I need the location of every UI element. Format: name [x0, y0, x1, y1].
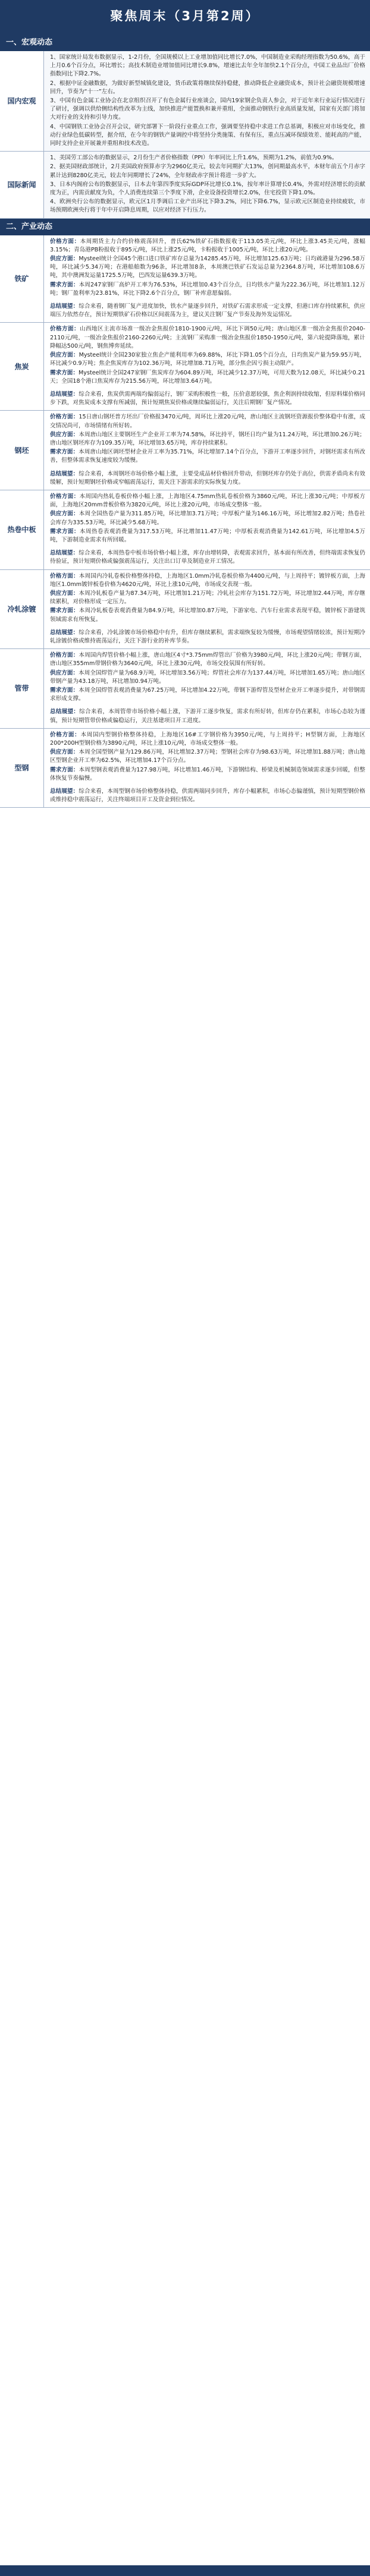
paragraph [50, 669, 365, 686]
paragraph [50, 651, 365, 668]
paragraph-text: 综合来看，随着钢厂复产进度加快，铁水产量逐步回升，对铁矿石需求形成一定支撑，但港口库存持续累积，供应端压力依然存在，预计短期铁矿石价格以区间震荡为主，建议关注钢厂复产节奏及海外发运情况。 [50, 303, 366, 319]
paragraph-lead: 价格方面： [50, 414, 79, 421]
paragraph-text: 本周国内热轧卷板价格小幅上涨，上海地区4.75mm热轧卷板价格为3860元/吨，环比上涨30元/吨；中厚板方面，上海地区20mm普板价格为3820元/吨，环比上涨20元/吨，市场成交整体一般。 [50, 493, 365, 509]
paragraph [50, 572, 365, 589]
paragraph-text: 本周热卷表观消费量为317.53万吨，环比增加11.47万吨；中厚板表观消费量为142.61万吨，环比增加4.5万吨，下游制造业需求有所回暖。 [50, 528, 366, 543]
content-panel [0, 411, 370, 490]
paragraph [50, 788, 365, 804]
paragraph [50, 369, 365, 386]
section-heading: 一、宏观动态 [0, 34, 370, 51]
paragraph-lead: 需求方面： [50, 687, 79, 694]
paragraph-text: 本周全国型钢产量为129.86万吨，环比增加2.37万吨；型钢社会库存为98.63万吨，环比增加1.88万吨；唐山地区型钢企业开工率为62.5%，环比增加4.17个百分点。 [50, 749, 365, 764]
panel-content [44, 323, 370, 410]
paragraph-text: 本周唐山地区调坯型材企业开工率为35.71%，环比增加7.14个百分点，下游开工率逐步回升，对钢坯需求有所改善，但整体需求恢复速度较为缓慢。 [50, 449, 365, 464]
content-panel [0, 152, 370, 218]
panel-label: 管带 [0, 649, 44, 728]
paragraph-lead: 总结展望： [50, 470, 79, 477]
paragraph-text: 本周国内焊管价格小幅上涨，唐山地区4寸*3.75mm焊管出厂价格为3980元/吨，环比上涨20元/吨；带钢方面，唐山地区355mm带钢价格为3640元/吨，环比上涨30元/吨，市场交投氛围有所好转。 [50, 652, 366, 667]
paragraph-lead: 供应方面： [50, 511, 79, 518]
paragraph-text: 本周247家钢厂高炉开工率为76.53%，环比增加0.43个百分点，日均铁水产量为222.36万吨，环比增加1.12万吨；钢厂盈利率为23.81%，环比下降2.6个百分点，钢厂补库意愿偏弱。 [50, 281, 365, 297]
paragraph-text: 综合来看，冷轧涂镀市场价格稳中有升，但库存继续累积，需求端恢复较为缓慢，市场观望情绪较浓，预计短期冷轧涂镀价格或维持震荡运行，关注下游行业的补库节奏。 [50, 629, 366, 644]
paragraph-text: Mysteel统计全国230家独立焦企产能利用率为69.88%，环比下降1.05个百分点，日均焦炭产量为59.95万吨，环比减少0.9万吨；焦企焦炭库存为102.36万吨，环比增加8.71万吨，部分焦企因亏损主动限产。 [50, 352, 365, 367]
paragraph [50, 431, 365, 448]
paragraph [50, 510, 365, 527]
paragraph [50, 549, 365, 566]
panel-label: 型钢 [0, 729, 44, 808]
paragraph-lead: 价格方面： [50, 652, 79, 659]
paragraph-text: 综合来看，焦炭供需两端均偏弱运行，钢厂采购积极性一般，压价意愿较强，焦企利润持续收缩，但原料煤价格同步下跌，对焦炭成本支撑有所减弱，预计短期焦炭价格或继续偏弱运行，关注后期钢厂复产情况。 [50, 391, 366, 407]
paragraph [50, 731, 365, 748]
paragraph-text: 综合来看，本周型钢市场价格整体持稳，供需两端同步回升，库存小幅累积，市场心态偏谨慎，预计短期型钢价格或维持稳中震荡运行，关注终端项目开工及资金到位情况。 [50, 788, 366, 804]
paragraph: 4、欧洲央行公布的数据显示，欧元区1月季调后工业产出环比下降3.2%，同比下降6.7%，显示欧元区制造业持续疲软，市场预期欧洲央行将于年中开启降息周期，以应对经济下行压力。 [50, 199, 365, 214]
paragraph: 3、中国有色金属工业协会在北京组织召开了有色金属行业座谈会，国内19家钢企负责人参会，对于近年来行业运行情况进行了研讨，强调以供给侧结构性改革为主线，加快推进产能置换和兼并重组，全面推动钢铁行业高质量发展，国家有关部门将加大对行业的支持和引导力度。 [50, 97, 365, 121]
paragraph-text: 综合来看，本周管带市场价格小幅上涨，下游开工逐步恢复，需求有所好转，但库存仍在累积，市场心态较为谨慎，预计短期管带价格或偏稳运行，关注基建项目开工进度。 [50, 708, 366, 724]
paragraph-text: 综合来看，本周钢坯市场价格小幅上涨，主要受成品材价格回升带动，但钢坯库存仍处于高位，供需矛盾尚未有效缓解，预计短期钢坯价格或窄幅震荡运行，需关注下游需求的实际恢复力度。 [50, 470, 366, 486]
paragraph [50, 281, 365, 298]
panel-content [44, 729, 370, 808]
paragraph: 2、据美国财政部统计，2月美国政府预算赤字为2960亿美元，较去年同期扩大13%，创同期最高水平，本财年前五个月赤字累计达到8280亿美元，较去年同期增长了24%，全年财政赤字预计将进一步扩大。 [50, 163, 365, 179]
panel-label: 热卷中板 [0, 490, 44, 569]
content-panel [0, 729, 370, 808]
panel-content [44, 570, 370, 649]
paragraph [50, 470, 365, 487]
paragraph [50, 238, 365, 254]
paragraph-text: 本周型钢表观消费量为127.98万吨，环比增加1.46万吨，下游钢结构、桥梁及机械制造领域需求逐步回暖，但整体恢复节奏偏慢。 [50, 766, 365, 782]
paragraph [50, 686, 365, 703]
paragraph [50, 391, 365, 407]
paragraph: 1、美国劳工部公布的数据显示，2月份生产者价格指数（PPI）年率同比上升1.6%，预期为1.2%，前值为0.9%。 [50, 155, 338, 162]
paragraph-lead: 总结展望： [50, 708, 80, 716]
paragraph-lead: 总结展望： [50, 303, 79, 310]
paragraph-lead: 总结展望： [50, 550, 79, 557]
paragraph-text: 15日唐山钢坯普方坯出厂价格报3470元/吨，周环比上涨20元/吨，唐山地区主流钢坯资源报价整体稳中有涨，成交情况尚可，市场情绪有所好转。 [50, 414, 365, 429]
panel-content [44, 51, 370, 151]
paragraph [50, 255, 365, 281]
paragraph [50, 766, 365, 783]
paragraph-lead: 总结展望： [50, 391, 79, 398]
paragraph-text: Mysteel统计全国45个港口进口铁矿库存总量为14285.45万吨，环比增加125.63万吨；日均疏港量为296.58万吨，环比减少5.34万吨；在港船舶数为96条，环比增加8条，本周澳巴铁矿石发运总量为2364.8万吨，环比增加108.6万吨，其中澳洲发运量1725.5万吨，巴西发运量639.3万吨。 [50, 256, 365, 279]
paragraph [50, 708, 365, 725]
paragraph-lead: 需求方面： [50, 766, 79, 773]
page-header [0, 0, 370, 34]
paragraph-text: 本周全国焊管表观消费量为67.25万吨，环比增加4.22万吨，带钢下游焊管及型材企业开工率逐步提升，对带钢需求形成支撑。 [50, 687, 366, 703]
paragraph [50, 493, 365, 509]
paragraph-lead: 供应方面： [50, 431, 79, 438]
paragraph-text: 本周唐山地区主要钢坯生产企业开工率为74.58%，环比持平，钢坯日均产量为11.24万吨，环比增加0.26万吨；唐山地区钢坯库存为109.35万吨，环比增加3.65万吨，库存持续累积。 [50, 431, 366, 446]
paragraph [50, 351, 365, 368]
paragraph: 4、中国钢铁工业协会召开会议，研究部署下一阶段行业重点工作，强调要坚持稳中求进工作总基调，积极应对市场变化，推动行业绿色低碳转型，据介绍，在今年的钢铁产量调控中将坚持分类施策、有保有压，重点压减环保绩效差、能耗高的产能，同时支持企业开展兼并重组和技术改造。 [50, 123, 365, 147]
paragraph-lead: 需求方面： [50, 449, 79, 456]
content-panel [0, 51, 370, 152]
paragraph [50, 590, 365, 606]
paragraph-lead: 供应方面： [50, 352, 79, 359]
paragraph [50, 413, 365, 430]
paragraph-text: 山西地区主流市场准一级冶金焦报价1810-1900元/吨，环比下调50元/吨；唐山地区准一级冶金焦报价2040-2110元/吨，一级冶金焦报价2160-2260元/吨；主流钢厂采购准一级冶金焦报价1850-1950元/吨，第六轮提降落地，累计降幅达500元/吨，钢焦博弈延续。 [50, 326, 365, 349]
paragraph-lead: 价格方面： [50, 326, 80, 333]
section-heading: 二、产业动态 [0, 219, 370, 235]
paragraph-text: 综合来看，本周热卷中板市场价格小幅上涨，库存由增转降，表观需求回升，基本面有所改善，但终端需求恢复仍待验证，预计短期价格或偏强震荡运行，关注出口订单及制造业开工情况。 [50, 550, 366, 565]
paragraph [50, 607, 365, 623]
paragraph-lead: 价格方面： [50, 238, 80, 245]
panel-label: 钢坯 [0, 411, 44, 490]
panel-content [44, 649, 370, 728]
content-panel [0, 490, 370, 570]
page-title: 聚焦周末（3月第2周） [110, 9, 260, 23]
paragraph [50, 528, 365, 544]
content-panel [0, 235, 370, 323]
paragraph [50, 448, 365, 465]
panel-content [44, 152, 370, 218]
paragraph: 1、国家统计局发布数据显示，1-2月份，全国规模以上工业增加值同比增长7.0%，中国制造业采购经理指数为50.6%，高于上月0.6个百分点，环比增长；高技术制造业增加值同比增长9.8%，增速比去年全年加快2.1个百分点，中国工业品出厂价格指数同比下降2.7%。 [50, 54, 365, 78]
footer-strip [0, 2565, 370, 2576]
paragraph-text: 本周全国焊管产量为68.9万吨，环比增加3.56万吨；焊管社会库存为137.44万吨，环比增加1.65万吨；唐山地区带钢产量为43.18万吨，环比增加0.94万吨。 [50, 669, 366, 685]
content [0, 34, 370, 808]
paragraph: 3、日本内阁府公布的数据显示，日本去年第四季度实际GDP环比增长0.1%，按年率计算增长0.4%，外需对经济增长的贡献度为正，内需贡献度为负，个人消费连续第三个季度下滑，企业设备投资增长2.0%，住宅投资下降1.0%。 [50, 181, 365, 197]
paragraph-lead: 需求方面： [50, 607, 79, 615]
paragraph-lead: 需求方面： [50, 281, 79, 288]
paragraph-lead: 价格方面： [50, 572, 79, 580]
paragraph [50, 325, 365, 351]
paragraph-lead: 供应方面： [50, 590, 79, 597]
panel-label: 铁矿 [0, 235, 44, 323]
paragraph-text: 本周国内型钢价格整体持稳，上海地区16#工字钢价格为3950元/吨，与上周持平；H型钢方面，上海地区200*200H型钢价格为3890元/吨，环比上涨10元/吨，市场成交整体一般。 [50, 731, 365, 747]
paragraph-lead: 供应方面： [50, 749, 79, 756]
paragraph-lead: 需求方面： [50, 528, 80, 535]
content-panel [0, 570, 370, 650]
paragraph-lead: 价格方面： [50, 731, 81, 738]
paragraph-lead: 价格方面： [50, 493, 80, 500]
panel-label: 冷轧涂镀 [0, 570, 44, 649]
paragraph-lead: 供应方面： [50, 256, 79, 263]
panel-content [44, 490, 370, 569]
content-panel [0, 323, 370, 411]
panel-label: 国际新闻 [0, 152, 44, 218]
panel-content [44, 235, 370, 323]
paragraph: 2、根据中证金融数据，为做好新型城镇化建设，货币政策将继续保持稳健，推动降低企业融资成本，预计社会融资规模增速回升，节奏为“十一”左右。 [50, 80, 365, 95]
paragraph-text: 本周全国热卷产量为311.85万吨，环比增加3.71万吨；中厚板产量为146.16万吨，环比增加2.82万吨；热卷社会库存为335.53万吨，环比减少5.68万吨。 [50, 511, 366, 526]
paragraph-lead: 需求方面： [50, 369, 79, 376]
paragraph-text: 本周冷轧板卷产量为87.34万吨，环比增加1.21万吨；冷轧社会库存为151.72万吨，环比增加2.44万吨，库存继续累积，对价格形成一定压力。 [50, 590, 365, 606]
paragraph-text: 本周冷轧板卷表观消费量为84.9万吨，环比增加0.87万吨，下游家电、汽车行业需求表现平稳，镀锌板下游建筑领域需求有所恢复。 [50, 607, 365, 623]
paragraph [50, 748, 365, 765]
panel-content [44, 411, 370, 490]
panel-label: 国内宏观 [0, 51, 44, 151]
paragraph [50, 303, 365, 319]
paragraph [50, 629, 365, 645]
paragraph-lead: 供应方面： [50, 669, 79, 676]
paragraph-lead: 总结展望： [50, 788, 79, 795]
panel-label: 焦炭 [0, 323, 44, 410]
paragraph-lead: 总结展望： [50, 629, 79, 636]
paragraph-text: 本周期货主力合约价格震荡回升，普氏62%铁矿石指数报收于113.05美元/吨，环比上涨3.45美元/吨，涨幅3.15%；青岛港PB粉报收于895元/吨，环比上涨25元/吨，卡粉报收于1005元/吨，环比上涨20元/吨。 [50, 238, 366, 253]
paragraph-text: Mysteel统计全国247家钢厂焦炭库存为604.89万吨，环比减少12.37万吨，可用天数为12.08天，环比减少0.21天；全国18个港口焦炭库存为215.56万吨，环比增加3.64万吨。 [50, 369, 366, 385]
paragraph-text: 本周国内冷轧卷板价格整体持稳，上海地区1.0mm冷轧卷板价格为4400元/吨，与上周持平；镀锌板方面，上海地区1.0mm镀锌板卷价格为4620元/吨，环比上涨10元/吨，市场成交表现一般。 [50, 572, 365, 588]
content-panel [0, 649, 370, 729]
